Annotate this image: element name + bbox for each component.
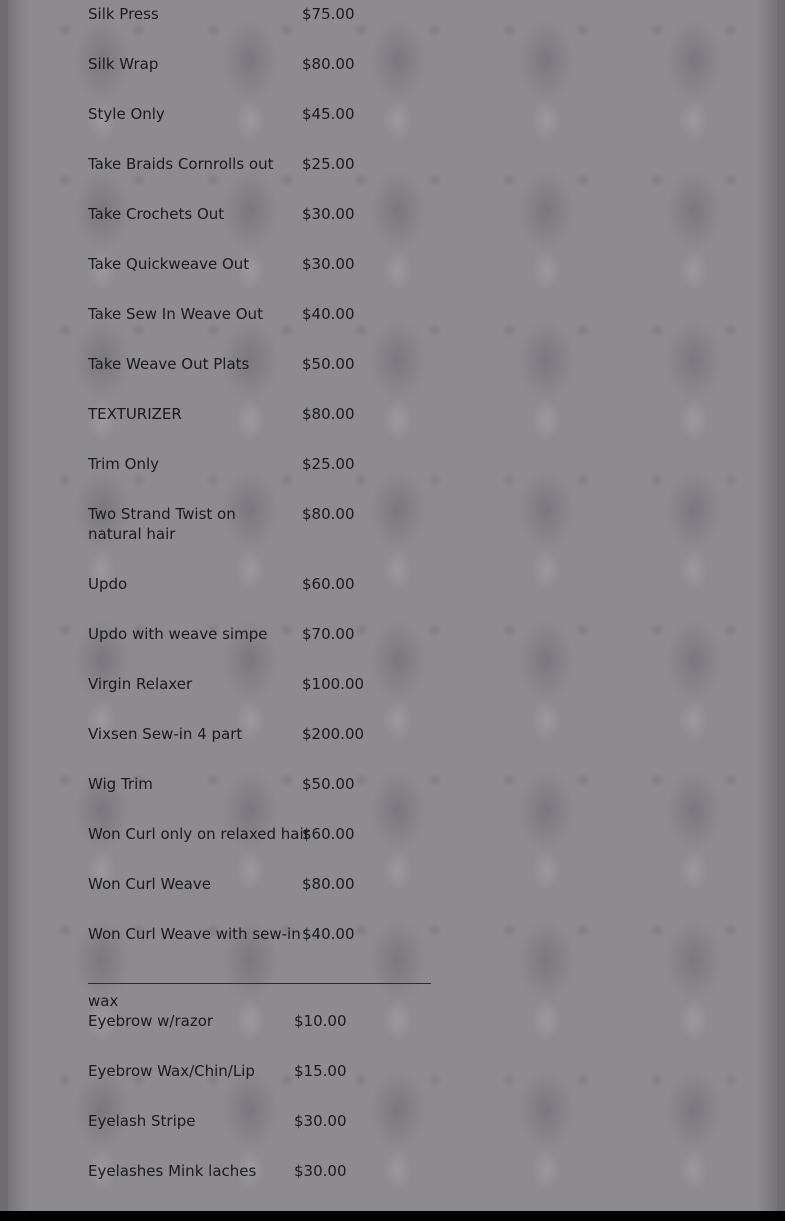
service-price: $15.00 — [294, 1062, 347, 1080]
section-label-wax: wax — [88, 992, 119, 1010]
service-name: Two Strand Twist on natural hair — [88, 505, 236, 543]
service-name: Updo with weave simpe — [88, 625, 268, 643]
service-name: Take Braids Cornrolls out — [88, 155, 274, 173]
service-name: Eyebrow w/razor — [88, 1012, 214, 1030]
service-name: Won Curl Weave with sew-in — [88, 925, 301, 943]
service-name: Silk Wrap — [88, 55, 159, 73]
bottom-bar — [0, 1211, 785, 1221]
service-price: $30.00 — [294, 1112, 347, 1130]
service-name: Eyebrow Wax/Chin/Lip — [88, 1062, 255, 1080]
service-name: Take Quickweave Out — [88, 255, 250, 273]
service-name: TEXTURIZER — [88, 405, 182, 423]
service-name: Take Sew In Weave Out — [88, 305, 263, 323]
service-name: Eyelashes Mink laches — [88, 1162, 257, 1180]
service-name: Take Weave Out Plats — [88, 355, 250, 373]
service-price: $40.00 — [302, 305, 355, 323]
service-name: Trim Only — [88, 455, 160, 473]
service-name: Updo — [88, 575, 128, 593]
service-price: $50.00 — [302, 355, 355, 373]
service-price: $200.00 — [302, 725, 365, 743]
left-border-strip — [8, 0, 28, 1211]
right-border-strip — [757, 0, 777, 1211]
service-name: Silk Press — [88, 5, 159, 23]
service-name: Eyelash Stripe — [88, 1112, 196, 1130]
service-price: $100.00 — [302, 675, 365, 693]
section-divider — [88, 983, 431, 984]
service-price: $25.00 — [302, 155, 355, 173]
service-name: Wig Trim — [88, 775, 153, 793]
service-price: $60.00 — [302, 575, 355, 593]
service-price: $30.00 — [302, 205, 355, 223]
service-price: $30.00 — [302, 255, 355, 273]
service-price: $80.00 — [302, 405, 355, 423]
service-name: Vixsen Sew-in 4 part — [88, 725, 243, 743]
service-name: Style Only — [88, 105, 165, 123]
service-price: $75.00 — [302, 5, 355, 23]
service-price: $30.00 — [294, 1162, 347, 1180]
service-name: Won Curl only on relaxed hair — [88, 825, 310, 843]
service-price: $45.00 — [302, 105, 355, 123]
service-price: $70.00 — [302, 625, 355, 643]
service-price: $10.00 — [294, 1012, 347, 1030]
service-price: $40.00 — [302, 925, 355, 943]
service-price: $80.00 — [302, 55, 355, 73]
service-name: Virgin Relaxer — [88, 675, 193, 693]
service-name: Take Crochets Out — [88, 205, 225, 223]
service-price: $60.00 — [302, 825, 355, 843]
service-price: $25.00 — [302, 455, 355, 473]
service-price: $80.00 — [302, 875, 355, 893]
service-name: Won Curl Weave — [88, 875, 211, 893]
service-price: $80.00 — [302, 505, 355, 523]
service-price: $50.00 — [302, 775, 355, 793]
